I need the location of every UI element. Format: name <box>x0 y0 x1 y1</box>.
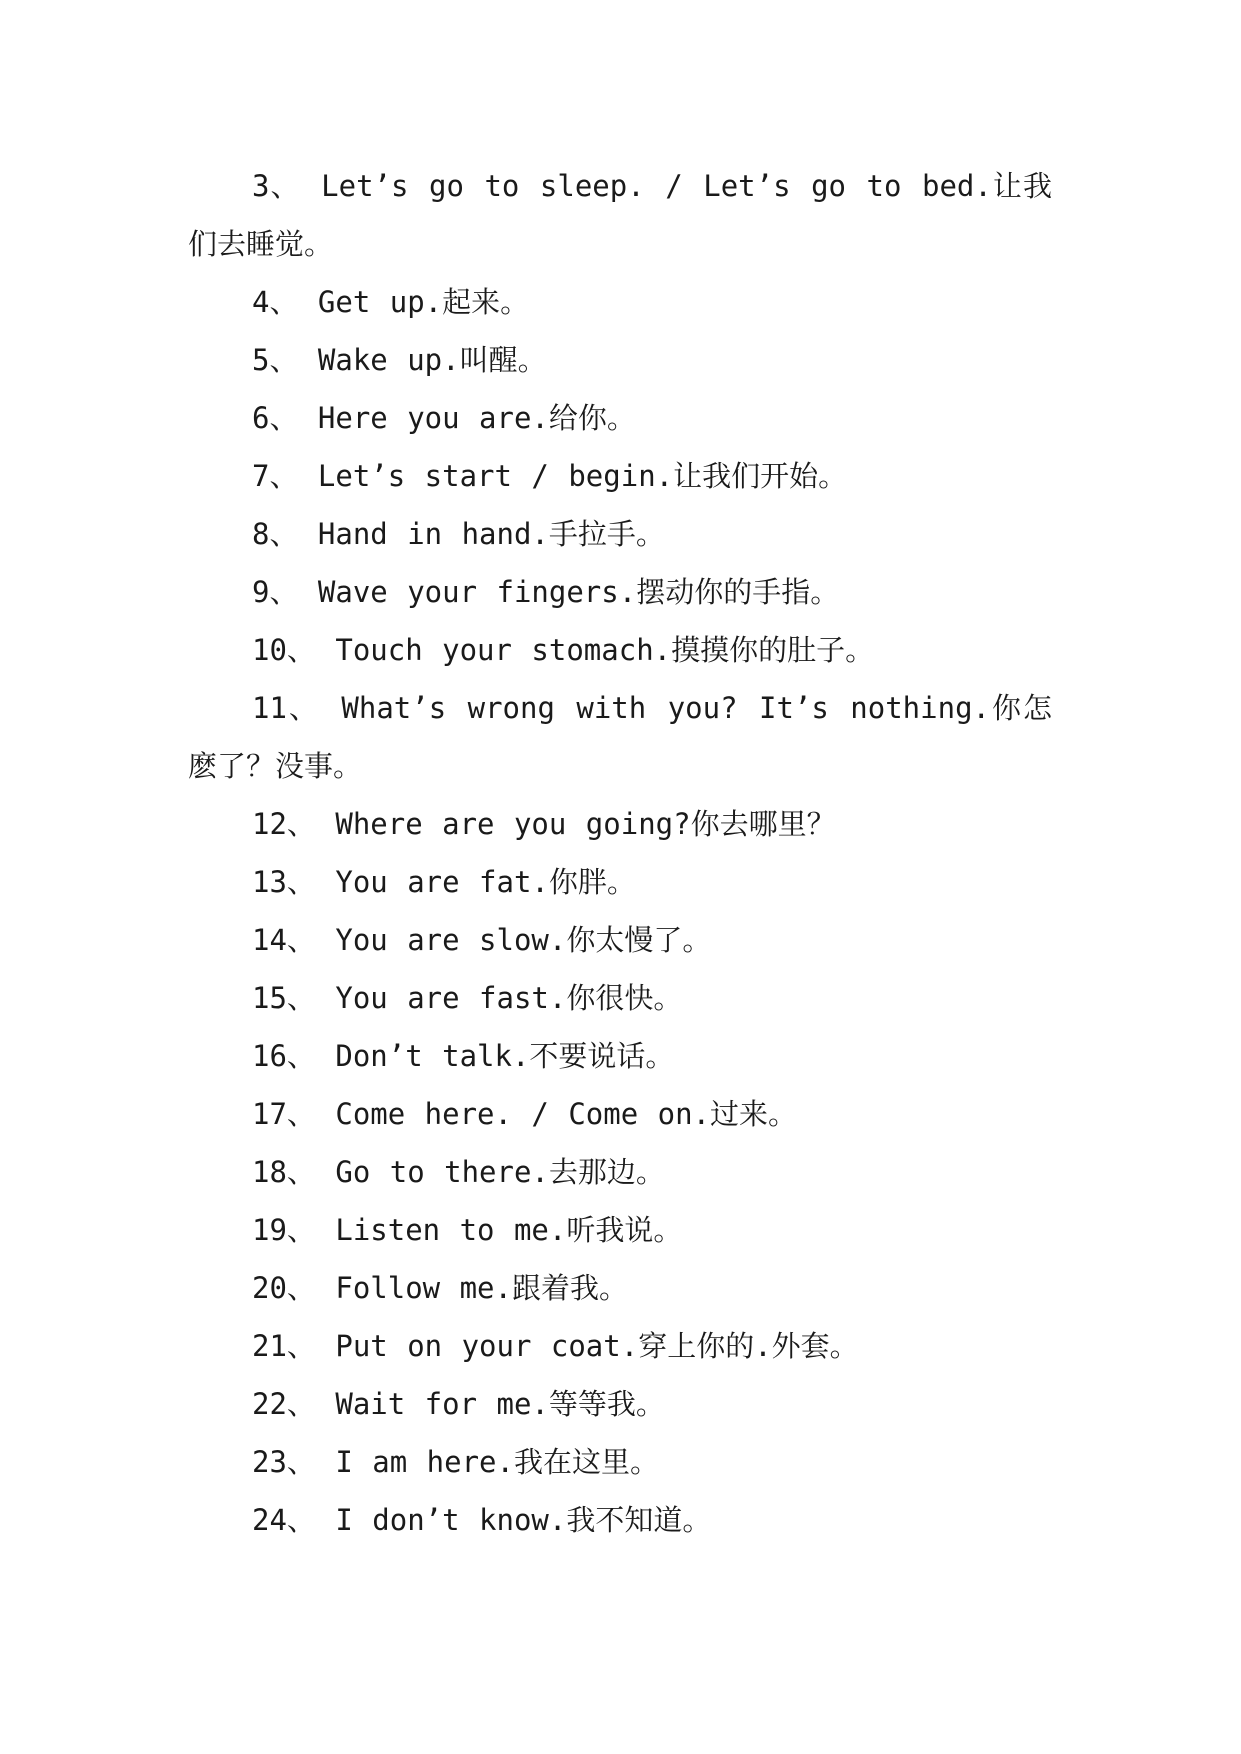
list-item: 24、 I don’t know.我不知道。 <box>252 1503 712 1537</box>
list-item: 14、 You are slow.你太慢了。 <box>252 923 712 957</box>
list-item: 20、 Follow me.跟着我。 <box>252 1271 628 1305</box>
list-item: 17、 Come here. / Come on.过来。 <box>252 1097 798 1131</box>
list-item: 22、 Wait for me.等等我。 <box>252 1387 665 1421</box>
list-item: 7、 Let’s start / begin.让我们开始。 <box>252 459 848 493</box>
list-item: 13、 You are fat.你胖。 <box>252 865 636 899</box>
list-item: 11、 What’s wrong with you? It’s nothing.你怎麽了？没事。 <box>188 691 1052 783</box>
list-item: 3、 Let’s go to sleep. / Let’s go to bed.让我们去睡觉。 <box>188 169 1052 261</box>
list-item: 12、 Where are you going?你去哪里？ <box>252 807 836 841</box>
list-item: 9、 Wave your fingers.摆动你的手指。 <box>252 575 840 609</box>
list-item: 23、 I am here.我在这里。 <box>252 1445 659 1479</box>
list-item: 19、 Listen to me.听我说。 <box>252 1213 683 1247</box>
list-item: 4、 Get up.起来。 <box>252 285 530 319</box>
list-item: 21、 Put on your coat.穿上你的.外套。 <box>252 1329 859 1363</box>
list-item: 10、 Touch your stomach.摸摸你的肚子。 <box>252 633 875 667</box>
list-item: 6、 Here you are.给你。 <box>252 401 636 435</box>
list-item: 16、 Don’t talk.不要说话。 <box>252 1039 675 1073</box>
list-item: 5、 Wake up.叫醒。 <box>252 343 547 377</box>
phrase-list <box>188 157 1052 1549</box>
list-item: 8、 Hand in hand.手拉手。 <box>252 517 665 551</box>
list-item: 18、 Go to there.去那边。 <box>252 1155 665 1189</box>
list-item: 15、 You are fast.你很快。 <box>252 981 683 1015</box>
